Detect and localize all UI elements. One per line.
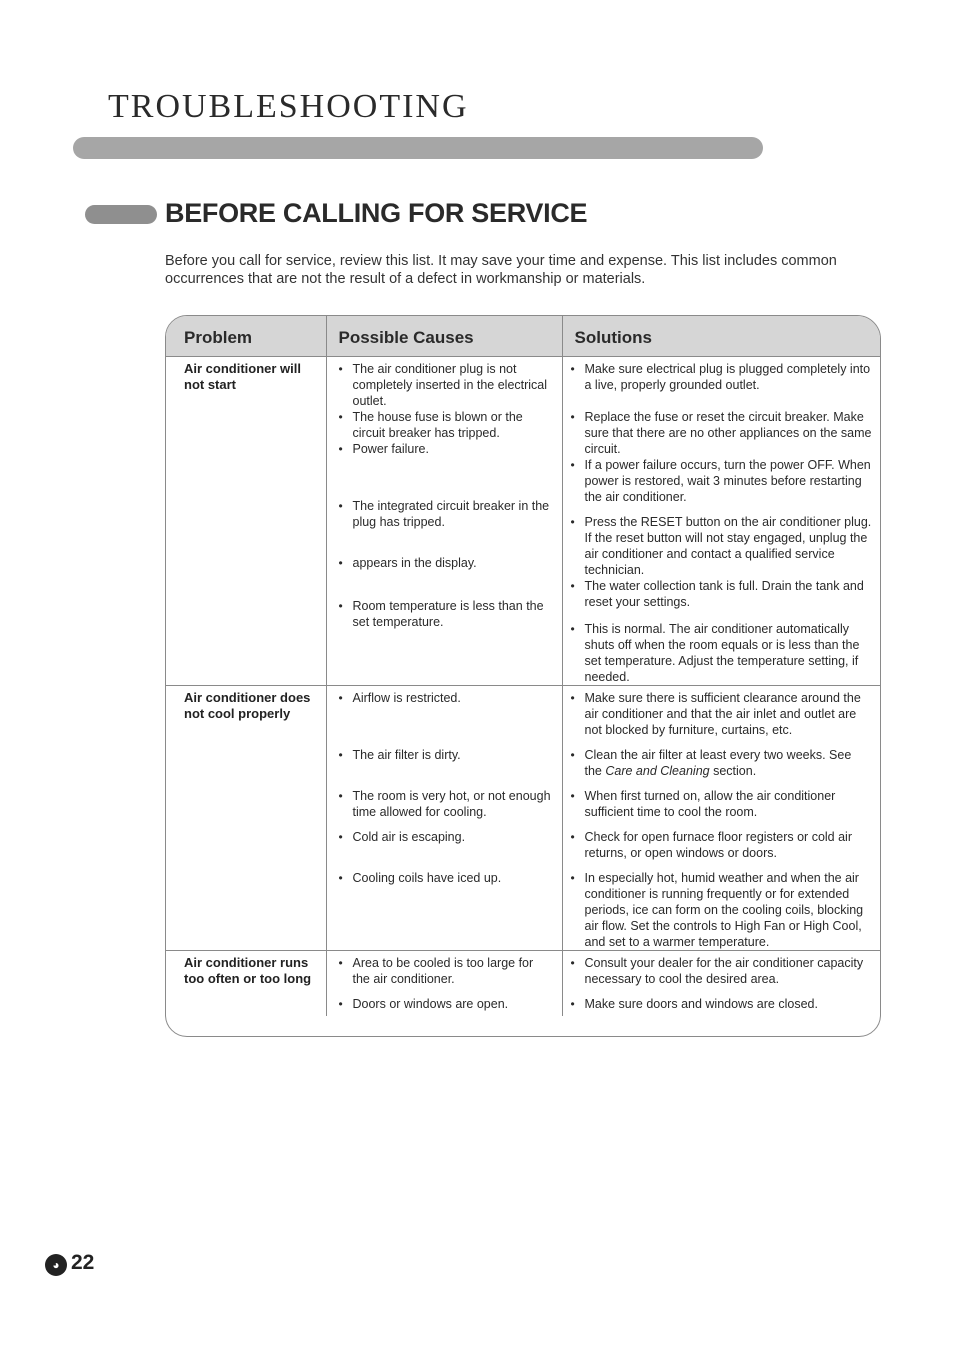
problem-cell <box>166 951 326 1017</box>
causes-cell <box>326 357 562 686</box>
causes-cell <box>326 951 562 1017</box>
problem-label: Air conditioner does not cool properly <box>184 690 311 721</box>
header-problem: Problem <box>166 316 326 357</box>
solution-item: • Clean the air filter at least every two weeks. See the Care and Cleaning section. <box>563 747 881 788</box>
solution-item: • Make sure doors and windows are closed. <box>563 996 881 1016</box>
cause-item: • The air filter is dirty. <box>327 747 562 788</box>
solution-item: • In especially hot, humid weather and when the air conditioner is running frequently or for extended periods, ice can form on the cooling coils, blocking air flow. Set the controls to High Fan or High Cool, and set to a warmer temperature. <box>563 870 881 950</box>
cause-item: • Cold air is escaping. <box>327 829 562 870</box>
table-row <box>166 951 880 1017</box>
header-solutions: Solutions <box>562 316 880 357</box>
troubleshooting-table <box>166 316 880 1016</box>
cause-item: • Cooling coils have iced up. <box>327 870 562 950</box>
solution-item: • If a power failure occurs, turn the power OFF. When power is restored, wait 3 minutes before restarting the air conditioner. <box>563 457 881 514</box>
solution-item: • Check for open furnace floor registers or cold air returns, or open windows or doors. <box>563 829 881 870</box>
table-row <box>166 686 880 951</box>
title-underline-bar <box>73 137 763 159</box>
cause-item: • Airflow is restricted. <box>327 690 562 747</box>
solutions-cell <box>562 686 880 951</box>
solution-item: • Press the RESET button on the air conditioner plug. If the reset button will not stay engaged, unplug the air conditioner and contact a qualified service technician. <box>563 514 881 578</box>
cause-item: • The room is very hot, or not enough time allowed for cooling. <box>327 788 562 829</box>
intro-paragraph: Before you call for service, review this list. It may save your time and expense. This list includes common occurrences that are not the result of a defect in workmanship or materials. <box>165 253 837 287</box>
problem-label: Air conditioner will not start <box>184 361 302 392</box>
solutions-cell <box>562 357 880 686</box>
causes-cell <box>326 686 562 951</box>
solution-item: • Consult your dealer for the air conditioner capacity necessary to cool the desired area. <box>563 955 881 996</box>
solution-item: • This is normal. The air conditioner automatically shuts off when the room equals or is less than the set temperature. Adjust the temperature setting, if needed. <box>563 621 881 685</box>
problem-cell <box>166 357 326 686</box>
table-header-row <box>166 316 880 357</box>
cause-item: • The air conditioner plug is not completely inserted in the electrical outlet. <box>327 361 562 409</box>
troubleshooting-table-frame <box>165 315 881 1037</box>
page-number: 22 <box>71 1251 95 1274</box>
problem-cell <box>166 686 326 951</box>
solution-item: • Make sure there is sufficient clearance around the air conditioner and that the air inlet and outlet are not blocked by furniture, curtains, etc. <box>563 690 881 747</box>
lg-logo-icon: ◕ <box>45 1254 67 1276</box>
solution-item: • Make sure electrical plug is plugged completely into a live, properly grounded outlet. <box>563 361 881 409</box>
problem-label: Air conditioner runs too often or too long <box>184 955 312 986</box>
cause-item: • Power failure. <box>327 441 562 498</box>
subheading-pill-marker <box>85 205 157 224</box>
table-row <box>166 357 880 686</box>
solution-item: • The water collection tank is full. Drain the tank and reset your settings. <box>563 578 881 621</box>
cause-item: • Doors or windows are open. <box>327 996 562 1016</box>
cause-item: • Room temperature is less than the set temperature. <box>327 598 562 662</box>
header-possible-causes: Possible Causes <box>326 316 562 357</box>
solution-item: • When first turned on, allow the air conditioner sufficient time to cool the room. <box>563 788 881 829</box>
subheading: BEFORE CALLING FOR SERVICE <box>165 198 588 228</box>
cause-item: • The house fuse is blown or the circuit breaker has tripped. <box>327 409 562 441</box>
cause-item: • appears in the display. <box>327 555 562 598</box>
solution-item: • Replace the fuse or reset the circuit breaker. Make sure that there are no other appliances on the same circuit. <box>563 409 881 457</box>
section-title: TROUBLESHOOTING <box>108 88 469 125</box>
solutions-cell <box>562 951 880 1017</box>
cause-item: • Area to be cooled is too large for the air conditioner. <box>327 955 562 996</box>
cause-item: • The integrated circuit breaker in the plug has tripped. <box>327 498 562 555</box>
